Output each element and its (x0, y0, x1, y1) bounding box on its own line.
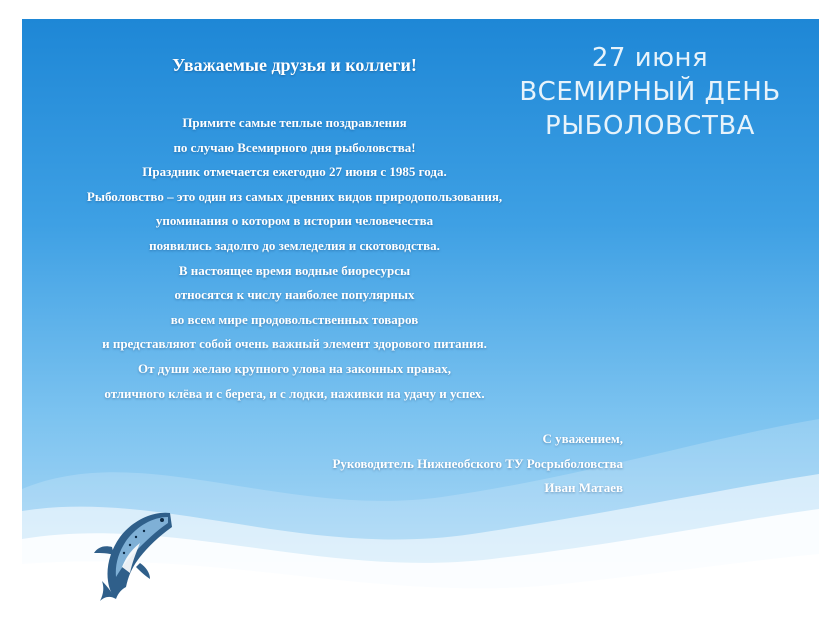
text-line: отличного клёва и с берега, и с лодки, наживки на удачу и успех. (104, 385, 485, 401)
text-line: Рыболовство – это один из самых древних видов природопользования, (86, 188, 503, 204)
text-line: упоминания о котором в истории человечества (155, 213, 434, 229)
holiday-heading (490, 41, 810, 143)
greeting-title: Уважаемые друзья и коллеги! (172, 55, 417, 75)
signature-name: Иван Матаев (544, 480, 623, 495)
signature-position: Руководитель Нижнеобского ТУ Росрыболовства (332, 455, 623, 471)
text-line: От души желаю крупного улова на законных правах, (138, 360, 451, 376)
greeting-card-slide (22, 19, 819, 604)
text-line: относятся к числу наиболее популярных (174, 287, 415, 303)
text-line: появились задолго до земледелия и скотоводства. (149, 237, 440, 253)
signature-block (332, 427, 623, 501)
congratulation-text (22, 111, 567, 406)
holiday-title-line-1: ВСЕМИРНЫЙ ДЕНЬ (519, 77, 781, 107)
holiday-date: 27 июня (591, 43, 709, 73)
text-line: Праздник отмечается ежегодно 27 июня с 1985 года. (142, 164, 447, 180)
text-line: Примите самые теплые поздравления (182, 115, 407, 130)
text-line: и представляют собой очень важный элемент здорового питания. (102, 336, 487, 352)
holiday-title-line-2: РЫБОЛОВСТВА (545, 111, 755, 141)
signature-regards: С уважением, (542, 431, 623, 446)
text-line: во всем мире продовольственных товаров (170, 311, 419, 327)
text-line: по случаю Всемирного дня рыболовства! (173, 139, 416, 155)
fish-icon (82, 507, 182, 602)
text-line: В настоящее время водные биоресурсы (178, 262, 411, 278)
